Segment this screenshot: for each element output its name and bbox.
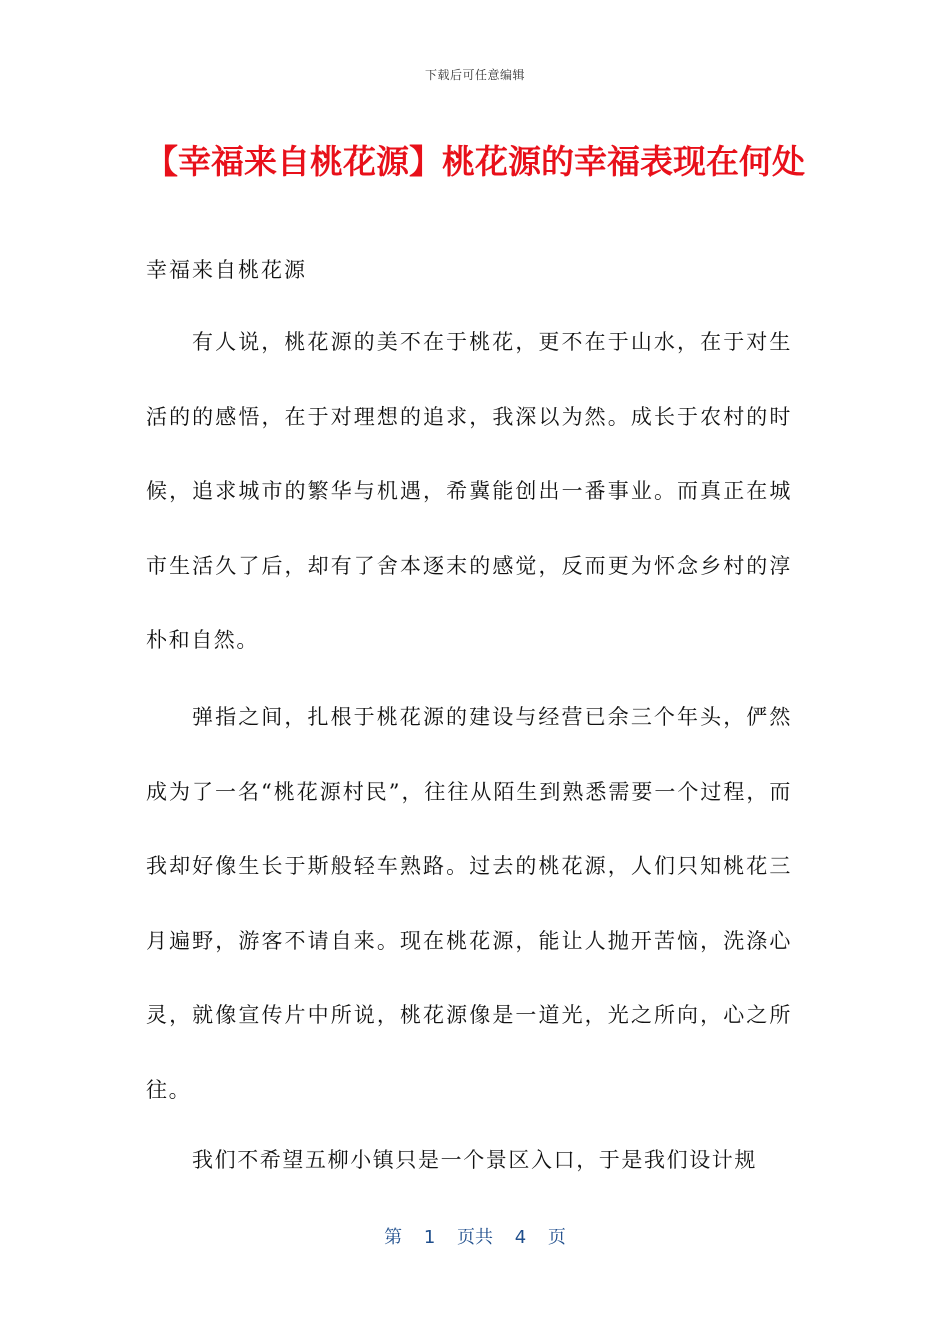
paragraph-3: 我们不希望五柳小镇只是一个景区入口，于是我们设计规 <box>192 1148 757 1172</box>
page-footer <box>0 1223 950 1249</box>
header-note: 下载后可任意编辑 <box>424 68 525 82</box>
footer-page-prefix: 第 <box>384 1227 403 1248</box>
document-title: 【幸福来自桃花源】桃花源的幸福表现在何处 <box>145 142 805 181</box>
paragraph-1: 有人说，桃花源的美不在于桃花，更不在于山水，在于对生活的的感悟，在于对理想的追求，我深以为然。成长于农村的时候，追求城市的繁华与机遇，希冀能创出一番事业。而真正在城市生活久了后，却有了舍本逐末的感觉，反而更为怀念乡村的淳朴和自然。 <box>146 330 792 652</box>
paragraph-2: 弹指之间，扎根于桃花源的建设与经营已余三个年头，俨然成为了一名“桃花源村民”，往往从陌生到熟悉需要一个过程，而我却好像生长于斯般轻车熟路。过去的桃花源，人们只知桃花三月遍野，游客不请自来。现在桃花源，能让人抛开苦恼，洗涤心灵，就像宣传片中所说，桃花源像是一道光，光之所向，心之所往。 <box>146 705 792 1102</box>
footer-page-current: 1 <box>423 1227 436 1248</box>
document-subtitle: 幸福来自桃花源 <box>146 258 307 282</box>
footer-page-total: 4 <box>514 1227 527 1248</box>
footer-page-middle: 页共 <box>457 1227 493 1248</box>
footer-page-suffix: 页 <box>547 1227 566 1248</box>
page-header <box>0 66 950 83</box>
